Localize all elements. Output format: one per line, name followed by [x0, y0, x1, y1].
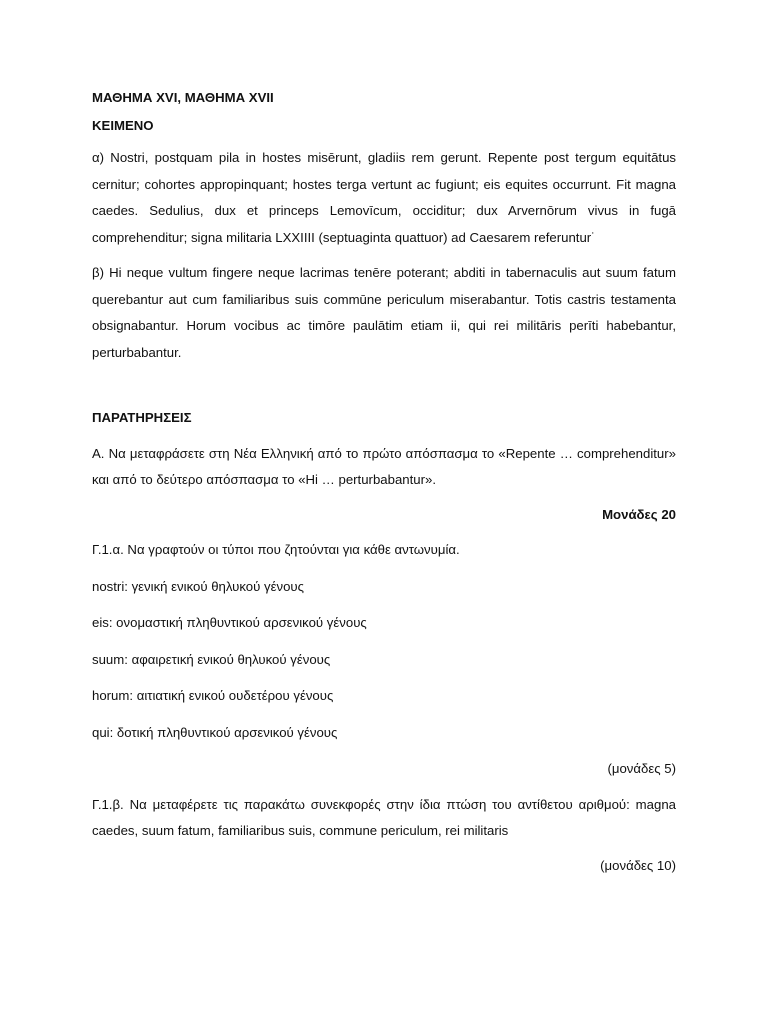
question-g1b: Γ.1.β. Να μεταφέρετε τις παρακάτω συνεκφορές στην ίδια πτώση του αντίθετου αριθμού: magna caedes, suum fatum, familiaribus suis, commune periculum, rei militaris	[92, 796, 676, 838]
question-g1a-points: (μονάδες 5)	[607, 761, 676, 776]
question-a: Α. Να μεταφράσετε στη Νέα Ελληνική από το πρώτο απόσπασμα το «Repente … comprehenditur» και από το δεύτερο απόσπασμα το «Hi … perturbabantur».	[92, 445, 676, 487]
lesson-title: ΜΑΘΗΜΑ XVI, ΜΑΘΗΜΑ XVII	[92, 90, 274, 105]
pronoun-item: eis: ονομαστική πληθυντικού αρσενικού γένους	[92, 615, 367, 630]
question-g1b-points: (μονάδες 10)	[600, 857, 676, 873]
passage-alpha: α) Nostri, postquam pila in hostes misērunt, gladiis rem gerunt. Repente post tergum equitātus cernitur; cohortes appropinquant; hostes terga vertunt ac fugiunt; eis equites occurrunt. Fit magna caedes. Sedulius, dux et princeps Lemovīcum, occiditur; dux Arvernōrum vivus in fugā comprehenditur; signa militaria LXXIIII (septuaginta quattuor) ad Caesarem referuntur˙	[92, 150, 676, 245]
pronoun-item: horum: αιτιατική ενικού ουδετέρου γένους	[92, 688, 334, 703]
section-heading-notes: ΠΑΡΑΤΗΡΗΣΕΙΣ	[92, 410, 192, 425]
pronoun-item: nostri: γενική ενικού θηλυκού γένους	[92, 578, 304, 594]
document-page	[92, 85, 676, 879]
question-g1a: Γ.1.α. Να γραφτούν οι τύποι που ζητούνται για κάθε αντωνυμία.	[92, 542, 460, 557]
pronoun-item: suum: αφαιρετική ενικού θηλυκού γένους	[92, 651, 331, 667]
question-a-points: Μονάδες 20	[602, 506, 676, 522]
passage-beta: β) Hi neque vultum fingere neque lacrimas tenēre poterant; abditi in tabernaculis aut suum fatum querebantur aut cum familiaribus suis commūne periculum miserabantur. Totis castris testamenta obsignabantur. Horum vocibus ac timōre paulātim etiam ii, qui rei militāris perīti habebantur, perturbabantur.	[92, 265, 676, 360]
section-heading-text: ΚΕΙΜΕΝΟ	[92, 117, 154, 133]
pronoun-item: qui: δοτική πληθυντικού αρσενικού γένους	[92, 724, 338, 740]
